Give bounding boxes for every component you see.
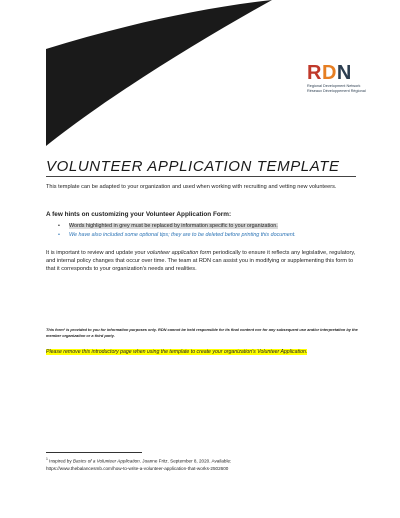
footnote (46, 456, 358, 472)
page-title: VOLUNTEER APPLICATION TEMPLATE (46, 158, 340, 175)
hint-text: We have also included some optional tips; they are to be deleted before printing this document. (69, 232, 296, 238)
remove-page-note (46, 349, 358, 356)
footnote-suffix: . Joanne Fritz. September 8, 2020. Available: (139, 458, 232, 464)
rdn-logo (307, 63, 369, 93)
hint-item-grey (58, 222, 358, 231)
logo-letter-n: N (336, 62, 352, 84)
logo-tagline-en: Regional Development Network (307, 84, 361, 88)
footnote-separator (46, 452, 142, 453)
logo-wordmark (307, 63, 369, 83)
logo-letter-r: R (307, 62, 322, 84)
hints-heading: A few hints on customizing your Volunteer Application Form: (46, 211, 232, 218)
hints-list (58, 222, 358, 240)
disclaimer-text: This form¹ is provided to you for information purposes only. RDN cannot be held responsible for its final content nor for any subsequent use and/or interpretation by the member organization or a third party. (46, 327, 358, 338)
review-text-emphasis: volunteer application form (147, 250, 212, 256)
footnote-source-title: Basics of a Volunteer Application (72, 458, 140, 464)
bullet-icon: • (58, 223, 60, 229)
review-text-start: It is important to review and update your (46, 250, 148, 256)
title-underline (46, 176, 356, 177)
intro-paragraph: This template can be adapted to your organization and used when working with recruiting and vetting new volunteers. (46, 184, 337, 190)
logo-tagline-fr: Réseaux Développement Régional (307, 88, 366, 93)
footnote-url: https://www.thebalancesmb.com/how-to-write-a-volunteer-application-that-works-2502600 (46, 465, 229, 471)
footnote-number: 1 (46, 457, 48, 461)
review-paragraph (46, 249, 358, 273)
review-text-end: periodically to ensure it reflects any legislative, regulatory, and internal policy changes that occur over time. The team at RDN can assist you in modifying or supplementing this form to that it corresponds to your organization's needs and realities. (46, 250, 356, 272)
logo-letter-d: D (321, 62, 337, 84)
hint-item-blue (58, 231, 358, 240)
bullet-icon: • (58, 232, 60, 238)
footnote-prefix: Inspired by (47, 458, 73, 464)
remove-page-note-highlight: Please remove this introductory page when using the template to create your organization's Volunteer Application. (46, 349, 308, 355)
hint-text: Words highlighted in grey must be replaced by information specific to your organization. (69, 223, 278, 229)
logo-tagline (307, 84, 369, 93)
